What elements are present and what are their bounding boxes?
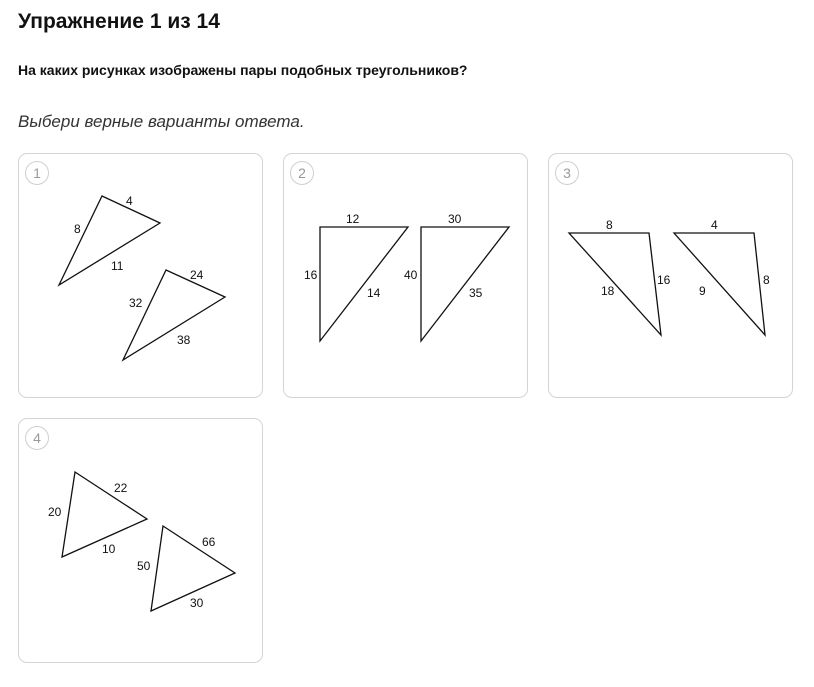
answer-option-2[interactable] [283, 153, 528, 398]
side-label: 4 [126, 194, 133, 208]
triangles-figure-2 [284, 154, 529, 399]
triangles-figure-1 [19, 154, 264, 399]
side-label: 30 [190, 596, 204, 610]
triangles-figure-4 [19, 419, 264, 664]
option-number-badge: 4 [25, 426, 49, 450]
side-label: 66 [202, 535, 216, 549]
option-number-badge: 2 [290, 161, 314, 185]
answer-option-3[interactable] [548, 153, 793, 398]
side-label: 8 [763, 273, 770, 287]
side-label: 35 [469, 286, 483, 300]
side-label: 10 [102, 542, 116, 556]
triangle-small [569, 233, 661, 335]
question-text: На каких рисунках изображены пары подобных треугольников? [18, 62, 468, 78]
side-label: 18 [601, 284, 615, 298]
triangle-large [123, 270, 225, 360]
answer-option-1[interactable] [18, 153, 263, 398]
side-label: 20 [48, 505, 62, 519]
side-label: 16 [657, 273, 671, 287]
triangle-small [59, 196, 160, 285]
side-label: 4 [711, 218, 718, 232]
side-label: 24 [190, 268, 204, 282]
side-label: 40 [404, 268, 418, 282]
side-label: 8 [606, 218, 613, 232]
triangles-figure-3 [549, 154, 794, 399]
option-number-badge: 1 [25, 161, 49, 185]
exercise-title: Упражнение 1 из 14 [18, 10, 220, 33]
triangle-small [320, 227, 408, 341]
side-label: 8 [74, 222, 81, 236]
side-label: 30 [448, 212, 462, 226]
side-label: 50 [137, 559, 151, 573]
instruction-hint: Выбери верные варианты ответа. [18, 112, 305, 131]
option-number-badge: 3 [555, 161, 579, 185]
side-label: 22 [114, 481, 128, 495]
side-label: 38 [177, 333, 191, 347]
answer-option-4[interactable] [18, 418, 263, 663]
side-label: 9 [699, 284, 706, 298]
side-label: 11 [111, 259, 124, 273]
side-label: 12 [346, 212, 360, 226]
side-label: 16 [304, 268, 318, 282]
side-label: 14 [367, 286, 381, 300]
triangle-large [421, 227, 509, 341]
triangle-large [674, 233, 765, 335]
side-label: 32 [129, 296, 143, 310]
